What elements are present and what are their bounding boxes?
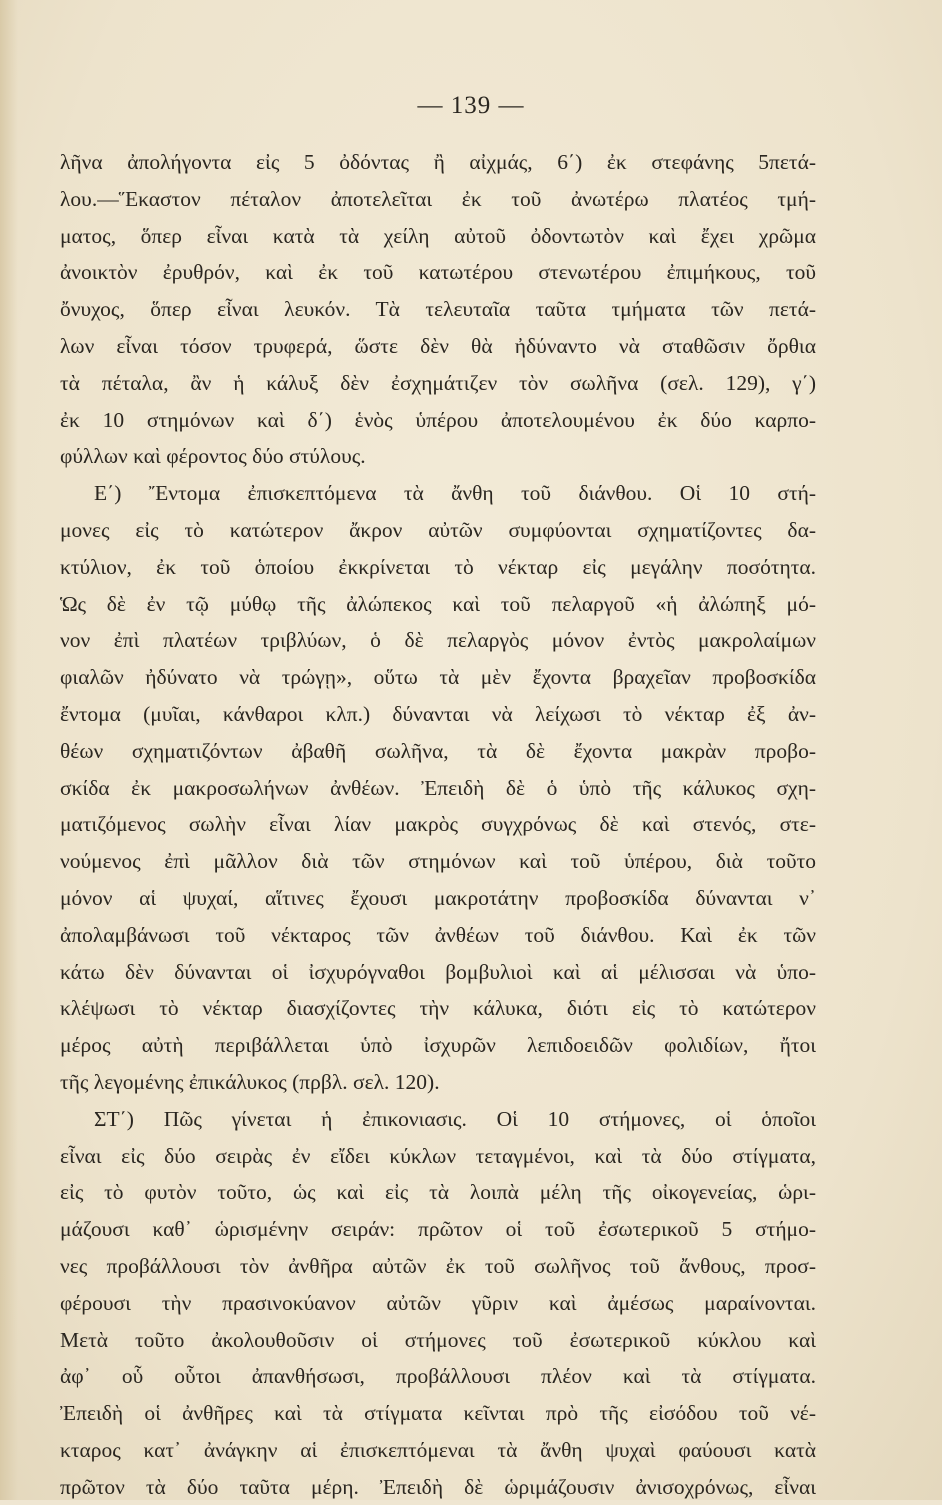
section-heading-line: Ε΄) Ἔντομα ἐπισκεπτόμενα τὰ ἄνθη τοῦ διάνθου. Οἱ 10 στή-	[94, 481, 816, 506]
body-text	[60, 144, 816, 1505]
text-line: πρῶτον τὰ δύο ταῦτα μέρη. Ἐπειδὴ δὲ ὡριμάζουσιν ἀνισοχρόνως, εἶναι	[60, 1474, 816, 1499]
text-line: φέρουσι τὴν πρασινοκύανον αὐτῶν γῦριν καὶ ἀμέσως μαραίνονται.	[60, 1290, 816, 1315]
text-line: τῆς λεγομένης ἐπικάλυκος (πρβλ. σελ. 120).	[60, 1069, 440, 1094]
section-heading-line: ΣΤ΄) Πῶς γίνεται ἡ ἐπικονιασις. Οἱ 10 στήμονες, οἱ ὁποῖοι	[94, 1106, 816, 1131]
text-line: εἰς τὸ φυτὸν τοῦτο, ὡς καὶ εἰς τὰ λοιπὰ μέλη τῆς οἰκογενείας, ὡρι-	[60, 1180, 816, 1205]
text-line: κταρος κατ᾽ ἀνάγκην αἱ ἐπισκεπτόμεναι τὰ ἄνθη ψυχαὶ φαύουσι κατὰ	[60, 1437, 816, 1462]
text-line: νον ἐπὶ πλατέων τριβλύων, ὁ δὲ πελαργὸς μόνον ἐντὸς μακρολαίμων	[60, 628, 816, 653]
text-line: ὄνυχος, ὅπερ εἶναι λευκόν. Τὰ τελευταῖα ταῦτα τμήματα τῶν πετά-	[60, 297, 816, 322]
text-line: μόνον αἱ ψυχαί, αἵτινες ἔχουσι μακροτάτην προβοσκίδα δύνανται ν᾽	[60, 885, 816, 910]
text-line: ἀπολαμβάνωσι τοῦ νέκταρος τῶν ἀνθέων τοῦ διάνθου. Καὶ ἐκ τῶν	[60, 922, 816, 947]
text-line: νούμενος ἐπὶ μᾶλλον διὰ τῶν στημόνων καὶ τοῦ ὑπέρου, διὰ τοῦτο	[60, 849, 816, 874]
text-line: μέρος αὐτὴ περιβάλλεται ὑπὸ ἰσχυρῶν λεπιδοειδῶν φολιδίων, ἤτοι	[60, 1033, 816, 1058]
text-line: κάτω δὲν δύνανται οἱ ἰσχυρόγναθοι βομβυλιοὶ καὶ αἱ μέλισσαι νὰ ὑπο-	[60, 959, 816, 984]
text-line: εἶναι εἰς δύο σειρὰς ἐν εἴδει κύκλων τεταγμένοι, καὶ τὰ δύο στίγματα,	[60, 1143, 816, 1168]
text-line: θέων σχηματιζόντων ἀβαθῆ σωλῆνα, τὰ δὲ ἔχοντα μακρὰν προβο-	[60, 738, 816, 763]
text-line: μάζουσι καθ᾽ ὡρισμένην σειράν: πρῶτον οἱ τοῦ ἐσωτερικοῦ 5 στήμο-	[60, 1217, 816, 1242]
text-line: ματος, ὅπερ εἶναι κατὰ τὰ χείλη αὐτοῦ ὀδοντωτὸν καὶ ἔχει χρῶμα	[60, 223, 816, 248]
text-line: σκίδα ἐκ μακροσωλήνων ἀνθέων. Ἐπειδὴ δὲ ὁ ὑπὸ τῆς κάλυκος σχη-	[60, 775, 816, 800]
text-line: ἐκ 10 στημόνων καὶ δ΄) ἑνὸς ὑπέρου ἀποτελουμένου ἐκ δύο καρπο-	[60, 407, 816, 432]
text-line: κτύλιον, ἐκ τοῦ ὁποίου ἐκκρίνεται τὸ νέκταρ εἰς μεγάλην ποσότητα.	[60, 554, 816, 579]
page-number: — 139 —	[417, 92, 525, 119]
text-line: Ὡς δὲ ἐν τῷ μύθῳ τῆς ἀλώπεκος καὶ τοῦ πελαργοῦ «ἡ ἀλώπηξ μό-	[60, 591, 816, 616]
text-line: τὰ πέταλα, ἂν ἡ κάλυξ δὲν ἐσχημάτιζεν τὸν σωλῆνα (σελ. 129), γ΄)	[60, 370, 816, 395]
text-line: λῆνα ἀπολήγοντα εἰς 5 ὀδόντας ἢ αἰχμάς, 6΄) ἐκ στεφάνης 5πετά-	[60, 150, 816, 174]
text-line: ἔντομα (μυῖαι, κάνθαροι κλπ.) δύνανται νὰ λείχωσι τὸ νέκταρ ἐξ ἀν-	[60, 701, 816, 726]
text-line: Ἐπειδὴ οἱ ἀνθῆρες καὶ τὰ στίγματα κεῖνται πρὸ τῆς εἰσόδου τοῦ νέ-	[60, 1401, 816, 1426]
page-edge-shadow	[0, 0, 18, 1500]
text-line: φύλλων καὶ φέροντος δύο στύλους.	[60, 444, 366, 469]
text-line: νες προβάλλουσι τὸν ἀνθῆρα αὐτῶν ἐκ τοῦ σωλῆνος τοῦ ἄνθους, προσ-	[60, 1253, 816, 1278]
text-line: ἀνοικτὸν ἐρυθρόν, καὶ ἐκ τοῦ κατωτέρου στενωτέρου ἐπιμήκους, τοῦ	[60, 260, 816, 285]
text-line: λων εἶναι τόσον τρυφερά, ὥστε δὲν θὰ ἠδύναντο νὰ σταθῶσιν ὄρθια	[60, 333, 816, 358]
text-line: ἀφ᾽ οὗ οὗτοι ἀπανθήσωσι, προβάλλουσι πλέον καὶ τὰ στίγματα.	[60, 1364, 816, 1389]
text-line: κλέψωσι τὸ νέκταρ διασχίζοντες τὴν κάλυκα, διότι εἰς τὸ κατώτερον	[60, 996, 816, 1021]
text-line: Μετὰ τοῦτο ἀκολουθοῦσιν οἱ στήμονες τοῦ ἐσωτερικοῦ κύκλου καὶ	[60, 1327, 816, 1352]
text-line: φιαλῶν ἠδύνατο νὰ τρώγῃ», οὕτω τὰ μὲν ἔχοντα βραχεῖαν προβοσκίδα	[60, 665, 816, 690]
text-line: λου.—Ἕκαστον πέταλον ἀποτελεῖται ἐκ τοῦ ἀνωτέρω πλατέος τμή-	[60, 186, 816, 211]
text-line: μονες εἰς τὸ κατώτερον ἄκρον αὐτῶν συμφύονται σχηματίζοντες δα-	[60, 517, 816, 542]
text-line: ματιζόμενος σωλὴν εἶναι λίαν μακρὸς συγχρόνως δὲ καὶ στενός, στε-	[60, 812, 816, 837]
